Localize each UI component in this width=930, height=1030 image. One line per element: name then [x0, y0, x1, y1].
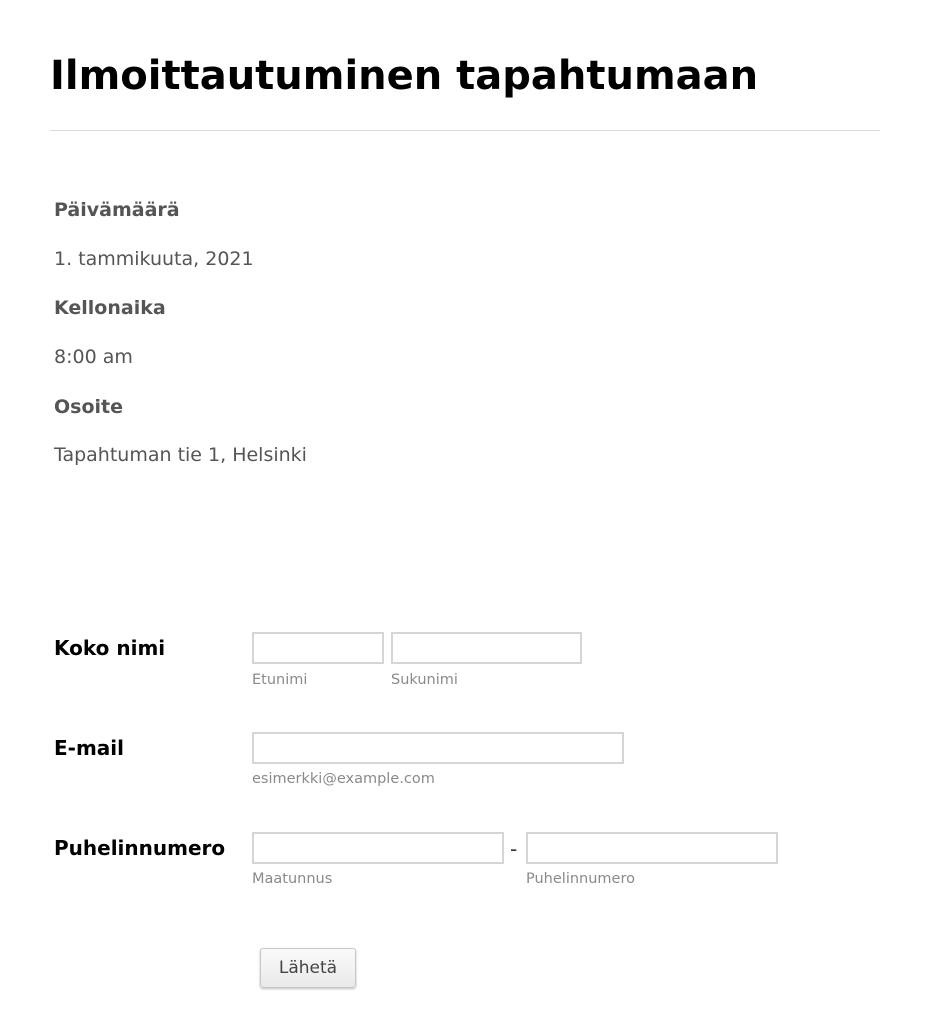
phone-number-sublabel: Puhelinnumero [526, 871, 635, 887]
date-label: Päivämäärä [54, 199, 180, 221]
page-title: Ilmoittautuminen tapahtumaan [50, 53, 759, 99]
phone-number-input[interactable] [526, 832, 778, 864]
country-code-input[interactable] [252, 832, 504, 864]
country-code-sublabel: Maatunnus [252, 871, 333, 887]
address-value: Tapahtuman tie 1, Helsinki [54, 444, 307, 466]
title-divider [50, 130, 880, 131]
first-name-sublabel: Etunimi [252, 672, 308, 688]
email-label: E-mail [54, 736, 125, 760]
address-label: Osoite [54, 396, 123, 418]
email-sublabel: esimerkki@example.com [252, 771, 435, 787]
date-value: 1. tammikuuta, 2021 [54, 248, 254, 270]
phone-label: Puhelinnumero [54, 836, 226, 860]
last-name-input[interactable] [391, 632, 582, 664]
phone-separator: - [510, 837, 518, 861]
time-label: Kellonaika [54, 297, 166, 319]
full-name-label: Koko nimi [54, 636, 166, 660]
time-value: 8:00 am [54, 346, 133, 368]
first-name-input[interactable] [252, 632, 384, 664]
submit-button[interactable]: Lähetä [260, 948, 356, 988]
email-input[interactable] [252, 732, 624, 764]
last-name-sublabel: Sukunimi [391, 672, 458, 688]
